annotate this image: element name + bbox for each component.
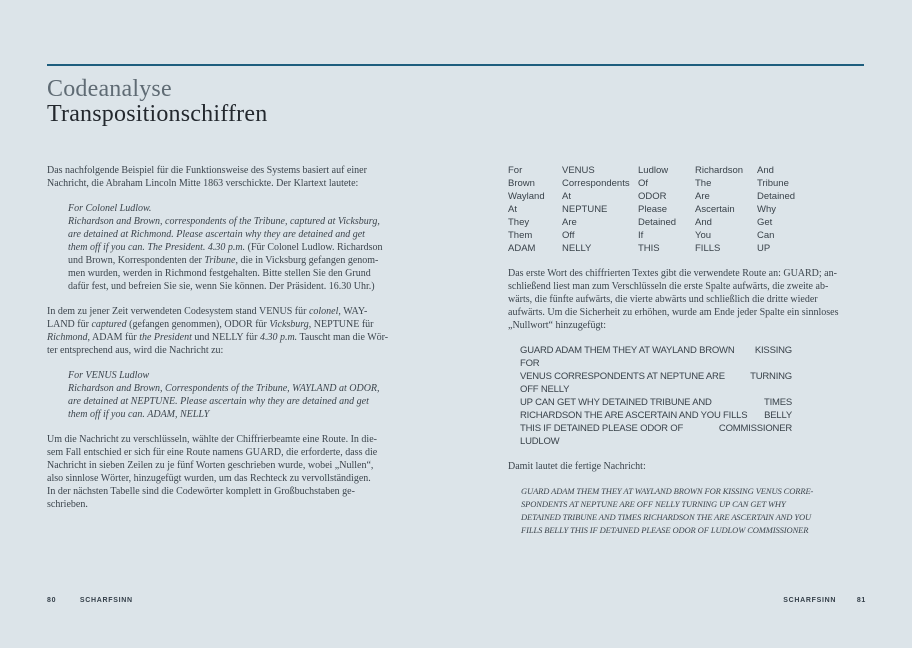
text-segment: schrieben. xyxy=(47,499,88,510)
table-cell: FILLS xyxy=(695,243,721,254)
header-rule xyxy=(47,64,864,66)
text-line xyxy=(68,215,439,228)
table-cell: Them xyxy=(508,230,533,241)
text-segment: sem Fall entschied er sich für eine Route namens GUARD, die erforderte, dass die xyxy=(47,447,378,458)
text-line xyxy=(508,460,890,473)
cipher-null-word: TIMES xyxy=(763,397,792,408)
left-page-footer xyxy=(47,597,133,604)
text-segment: are detained at NEPTUNE. Please ascertain why they are detained and get xyxy=(68,396,369,407)
text-segment: are detained at Richmond. Please ascertain why they are detained and get xyxy=(68,229,365,240)
table-cell: At xyxy=(562,191,571,202)
text-segment: Damit lautet die fertige Nachricht: xyxy=(508,461,646,472)
text-segment: (Für Colonel Ludlow. Richardson xyxy=(245,242,383,253)
text-line xyxy=(68,408,439,421)
blockquote-lincoln-plaintext xyxy=(47,202,439,293)
text-segment: und Brown, Korrespondenten der xyxy=(68,255,205,266)
text-line xyxy=(68,280,439,293)
paragraph-route xyxy=(47,433,439,511)
text-line xyxy=(47,318,439,331)
chapter-kicker: Codeanalyse xyxy=(47,76,172,102)
text-line xyxy=(47,344,439,357)
text-segment: the President xyxy=(139,332,192,343)
text-segment: Das nachfolgende Beispiel für die Funktionsweise des Systems basiert auf einer xyxy=(47,165,367,176)
table-cell: Get xyxy=(757,217,773,228)
text-segment: DETAINED TRIBUNE AND TIMES RICHARDSON THE ARE ASCERTAIN AND YOU xyxy=(521,512,812,522)
table-cell: Correspondents xyxy=(562,178,630,189)
text-line xyxy=(68,254,439,267)
paragraph-firstword xyxy=(508,267,890,332)
table-cell: The xyxy=(695,178,712,189)
table-cell: Why xyxy=(757,204,776,215)
table-cell: Can xyxy=(757,230,775,241)
cipher-null-word: KISSING xyxy=(754,345,792,356)
table-cell: Off xyxy=(562,230,575,241)
text-segment: men wurden, werden in Richmond festgehalten. Bitte stellen Sie den Grund xyxy=(68,268,371,279)
table-cell: Tribune xyxy=(757,178,789,189)
text-segment: FILLS BELLY THIS IF DETAINED PLEASE ODOR OF LUDLOW COMMISSIONER xyxy=(521,525,809,535)
text-segment: them off if you can. ADAM, NELLY xyxy=(68,409,210,420)
table-cell: NEPTUNE xyxy=(562,204,608,215)
cipher-line xyxy=(520,409,792,422)
page-title: Transpositionschiffren xyxy=(47,101,268,127)
left-page-column xyxy=(47,164,439,511)
cipher-line-text: RICHARDSON THE ARE ASCERTAIN AND YOU FILLS xyxy=(520,410,748,421)
cipher-line xyxy=(520,422,792,448)
text-line xyxy=(68,395,439,408)
text-line xyxy=(47,164,439,177)
page-number-right: 81 xyxy=(856,597,866,604)
text-segment: wärts, die fünfte aufwärts, die vierte abwärts und schließlich die dritte wieder xyxy=(508,294,818,305)
cipher-null-word: BELLY xyxy=(764,410,792,421)
text-segment: SPONDENTS AT NEPTUNE ARE OFF NELLY TURNING UP CAN GET WHY xyxy=(521,499,786,509)
text-segment: colonel xyxy=(308,306,339,317)
cipher-route-block xyxy=(520,344,792,448)
text-line xyxy=(68,369,439,382)
text-line xyxy=(521,485,890,498)
text-segment: Tribune xyxy=(204,255,236,266)
text-segment: , die in Vicksburg gefangen genom- xyxy=(235,255,379,266)
text-line xyxy=(521,524,890,537)
table-cell: Ludlow xyxy=(638,165,669,176)
cipher-line-text: GUARD ADAM THEM THEY AT WAYLAND BROWN FOR xyxy=(520,345,735,369)
text-line xyxy=(521,498,890,511)
cipher-line xyxy=(520,344,792,370)
table-cell: Ascertain xyxy=(695,204,735,215)
table-cell: And xyxy=(695,217,712,228)
text-segment: Nachricht in sieben Zeilen zu je fünf Worten geschrieben wurde, wobei „Nullen“, xyxy=(47,460,374,471)
blockquote-encoded-message xyxy=(47,369,439,421)
text-line xyxy=(68,267,439,280)
text-segment: aufwärts. Um die Sicherheit zu erhöhen, wurde am Ende jeder Spalte ein sinnloses xyxy=(508,307,839,318)
text-line xyxy=(68,228,439,241)
text-line xyxy=(508,267,890,280)
codeword-table xyxy=(508,164,890,255)
text-line xyxy=(47,446,439,459)
text-segment: Nachricht, die Abraham Lincoln Mitte 1863 verschickte. Der Klartext lautete: xyxy=(47,178,359,189)
cipher-null-word: COMMISSIONER xyxy=(718,423,792,434)
table-cell: For xyxy=(508,165,523,176)
text-line xyxy=(47,485,439,498)
text-segment: und NELLY für xyxy=(191,332,260,343)
cipher-line xyxy=(520,370,792,396)
text-segment: In dem zu jener Zeit verwendeten Codesystem stand VENUS für xyxy=(47,306,309,317)
table-cell: And xyxy=(757,165,774,176)
table-cell: You xyxy=(695,230,712,241)
text-line xyxy=(47,459,439,472)
table-cell: ODOR xyxy=(638,191,667,202)
page-number-left: 80 xyxy=(47,597,57,604)
paragraph-codesystem xyxy=(47,305,439,357)
right-page-column xyxy=(508,164,890,537)
text-segment: , WAY- xyxy=(338,306,368,317)
table-cell: At xyxy=(508,204,517,215)
table-cell: ADAM xyxy=(508,243,536,254)
table-cell: Detained xyxy=(757,191,796,202)
running-title-right: SCHARFSINN xyxy=(783,597,837,604)
text-line xyxy=(508,319,890,332)
text-segment: For Colonel Ludlow. xyxy=(68,203,152,214)
table-cell: Please xyxy=(638,204,668,215)
table-cell: NELLY xyxy=(562,243,592,254)
table-cell: They xyxy=(508,217,530,228)
text-segment: also sinnlose Wörter, hinzugefügt wurden, um das Rechteck zu vervollständigen. xyxy=(47,473,371,484)
right-page-footer xyxy=(783,597,866,604)
table-cell: Detained xyxy=(638,217,677,228)
text-segment: , NEPTUNE für xyxy=(308,319,374,330)
text-line xyxy=(47,305,439,318)
cipher-line-text: UP CAN GET WHY DETAINED TRIBUNE AND xyxy=(520,397,712,408)
text-segment: Das erste Wort des chiffrierten Textes gibt die verwendete Route an: GUARD; an- xyxy=(508,268,837,279)
text-line xyxy=(508,293,890,306)
text-segment: Richardson and Brown, Correspondents of the Tribune, WAYLAND at ODOR, xyxy=(68,383,380,394)
text-segment: Tauscht man die Wör- xyxy=(297,332,389,343)
table-cell: Are xyxy=(562,217,577,228)
cipher-line-text: VENUS CORRESPONDENTS AT NEPTUNE ARE OFF NELLY xyxy=(520,371,725,395)
paragraph-lead-final xyxy=(508,460,890,473)
cipher-line-text: THIS IF DETAINED PLEASE ODOR OF LUDLOW xyxy=(520,423,684,447)
table-cell: VENUS xyxy=(562,165,595,176)
chapter-heading xyxy=(47,77,267,127)
text-segment: LAND für xyxy=(47,319,92,330)
table-cell: Of xyxy=(638,178,649,189)
table-cell: UP xyxy=(757,243,771,254)
text-line xyxy=(521,511,890,524)
text-segment: , ADAM für xyxy=(87,332,140,343)
table-cell: If xyxy=(638,230,644,241)
text-line xyxy=(47,498,439,511)
table-cell: THIS xyxy=(638,243,660,254)
text-segment: Um die Nachricht zu verschlüsseln, wählte der Chiffrierbeamte eine Route. In die- xyxy=(47,434,377,445)
text-segment: ter entsprechend aus, wird die Nachricht zu: xyxy=(47,345,224,356)
paragraph-intro xyxy=(47,164,439,190)
cipher-line xyxy=(520,396,792,409)
text-segment: „Nullwort“ hinzugefügt: xyxy=(508,320,607,331)
text-line xyxy=(508,280,890,293)
text-segment: (gefangen genommen), ODOR für xyxy=(126,319,270,330)
text-segment: them off if you can. The President. 4.30 p.m. xyxy=(68,242,246,253)
text-segment: captured xyxy=(91,319,127,330)
text-line xyxy=(68,241,439,254)
text-line xyxy=(508,306,890,319)
text-segment: Vicksburg xyxy=(269,319,309,330)
text-segment: 4.30 p.m. xyxy=(259,332,298,343)
blockquote-final-message xyxy=(508,485,890,537)
text-segment: GUARD ADAM THEM THEY AT WAYLAND BROWN FOR KISSING VENUS CORRE- xyxy=(521,486,814,496)
text-line xyxy=(47,177,439,190)
text-segment: Richmond xyxy=(47,332,88,343)
text-line xyxy=(47,433,439,446)
text-segment: For VENUS Ludlow xyxy=(68,370,150,381)
text-segment: In der nächsten Tabelle sind die Codewörter komplett in Großbuchstaben ge- xyxy=(47,486,355,497)
text-line xyxy=(68,382,439,395)
cipher-null-word: TURNING xyxy=(750,371,792,382)
text-segment: dafür fest, und befreien Sie sie, wenn Sie können. Der Präsident. 16.30 Uhr.) xyxy=(68,281,375,292)
table-cell: Are xyxy=(695,191,710,202)
text-segment: schließend liest man zum Verschlüsseln die erste Spalte aufwärts, die zweite ab- xyxy=(508,281,829,292)
text-segment: Richardson and Brown, correspondents of the Tribune, captured at Vicksburg, xyxy=(68,216,380,227)
table-cell: Brown xyxy=(508,178,535,189)
text-line xyxy=(47,472,439,485)
table-cell: Richardson xyxy=(695,165,744,176)
running-title-left: SCHARFSINN xyxy=(79,597,133,604)
text-line xyxy=(47,331,439,344)
text-line xyxy=(68,202,439,215)
table-cell: Wayland xyxy=(508,191,545,202)
